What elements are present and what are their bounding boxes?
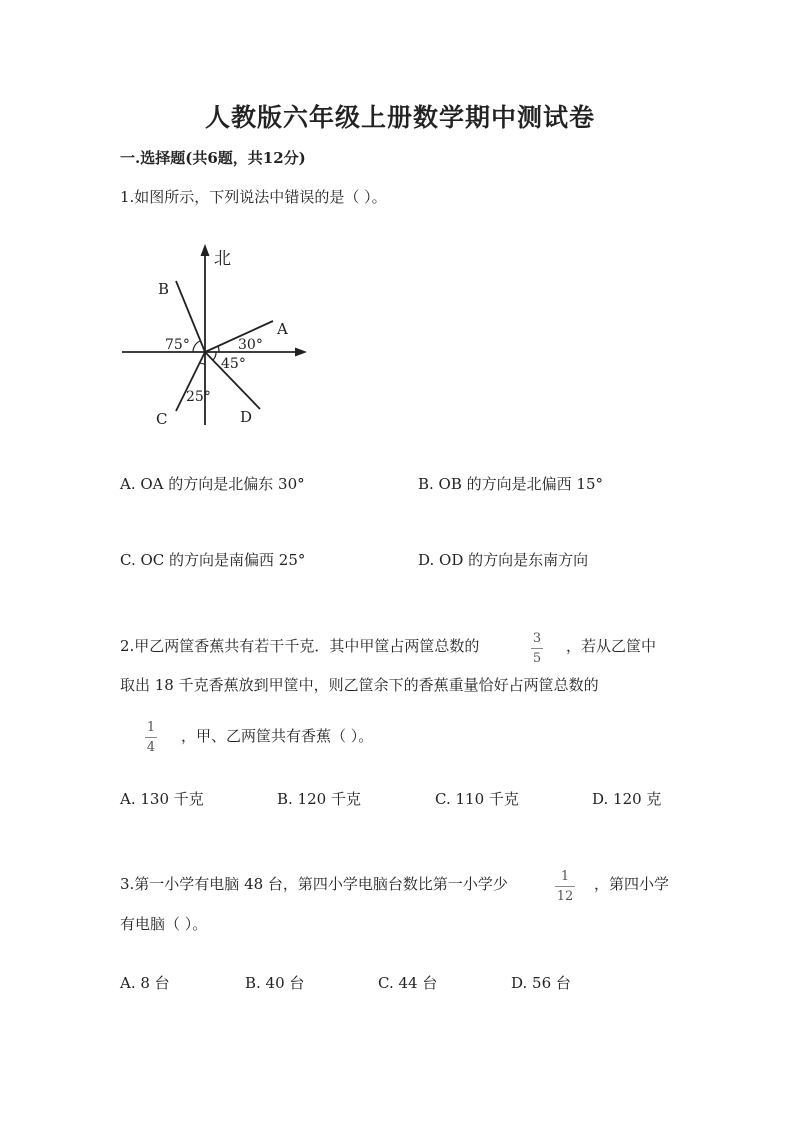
q3-fraction-one-twelfth <box>555 870 575 903</box>
label-d: D <box>240 408 253 426</box>
angle-30-label: 30° <box>238 337 263 353</box>
q3-stem-line1: 3.第一小学有电脑 48 台，第四小学电脑台数比第一小学少 <box>120 875 508 893</box>
q2-stem-line1-end: ，若从乙筐中 <box>566 637 657 655</box>
q1-option-c[interactable]: C. OC 的方向是南偏西 25° <box>120 551 306 569</box>
q2-fraction-one-quarter <box>145 721 157 754</box>
q1-option-a[interactable]: A. OA 的方向是北偏东 30° <box>120 475 305 493</box>
q2-fraction-three-fifths <box>531 632 543 665</box>
fraction-denominator: 5 <box>532 651 542 666</box>
q2-option-a[interactable]: A. 130 千克 <box>120 790 204 808</box>
label-a: A <box>277 320 288 338</box>
east-arrow-icon <box>295 348 307 357</box>
arc-75 <box>193 341 200 352</box>
page-title: 人教版六年级上册数学期中测试卷 <box>204 103 595 132</box>
direction-diagram <box>115 240 315 440</box>
label-c: C <box>156 410 168 428</box>
fraction-numerator: 1 <box>560 869 570 884</box>
q1-option-b[interactable]: B. OB 的方向是北偏西 15° <box>418 475 604 493</box>
q2-stem-line3: ，甲、乙两筐共有香蕉（ ）。 <box>181 727 374 745</box>
fraction-numerator: 3 <box>532 631 542 646</box>
label-b: B <box>158 280 170 298</box>
q2-option-b[interactable]: B. 120 千克 <box>277 790 361 808</box>
q2-stem-line1: 2.甲乙两筐香蕉共有若干千克．其中甲筐占两筐总数的 <box>120 637 480 655</box>
fraction-bar <box>555 886 575 887</box>
arc-45 <box>213 352 216 360</box>
q2-stem-line2: 取出 18 千克香蕉放到甲筐中，则乙筐余下的香蕉重量恰好占两筐总数的 <box>120 676 599 694</box>
angle-75-label: 75° <box>165 337 190 353</box>
angle-45-label: 45° <box>221 356 246 372</box>
q3-stem-line2: 有电脑（ ）。 <box>120 915 208 933</box>
angle-25-label: 25° <box>186 389 211 405</box>
q1-option-d[interactable]: D. OD 的方向是东南方向 <box>418 551 589 569</box>
q3-option-b[interactable]: B. 40 台 <box>245 974 305 992</box>
q3-stem-line1-end: ，第四小学 <box>594 875 670 893</box>
q2-option-d[interactable]: D. 120 克 <box>592 790 662 808</box>
fraction-denominator: 4 <box>146 740 156 755</box>
q3-option-d[interactable]: D. 56 台 <box>511 974 571 992</box>
q2-option-c[interactable]: C. 110 千克 <box>435 790 519 808</box>
north-label: 北 <box>214 249 231 269</box>
fraction-bar <box>145 737 157 738</box>
fraction-denominator: 12 <box>556 889 574 904</box>
north-arrow-icon <box>201 244 210 256</box>
fraction-bar <box>531 648 543 649</box>
q1-stem: 1.如图所示，下列说法中错误的是（ ）。 <box>120 188 387 206</box>
fraction-numerator: 1 <box>146 720 156 735</box>
q3-option-a[interactable]: A. 8 台 <box>120 974 170 992</box>
q3-option-c[interactable]: C. 44 台 <box>378 974 438 992</box>
section-heading: 一.选择题(共6题，共12分) <box>120 149 306 167</box>
